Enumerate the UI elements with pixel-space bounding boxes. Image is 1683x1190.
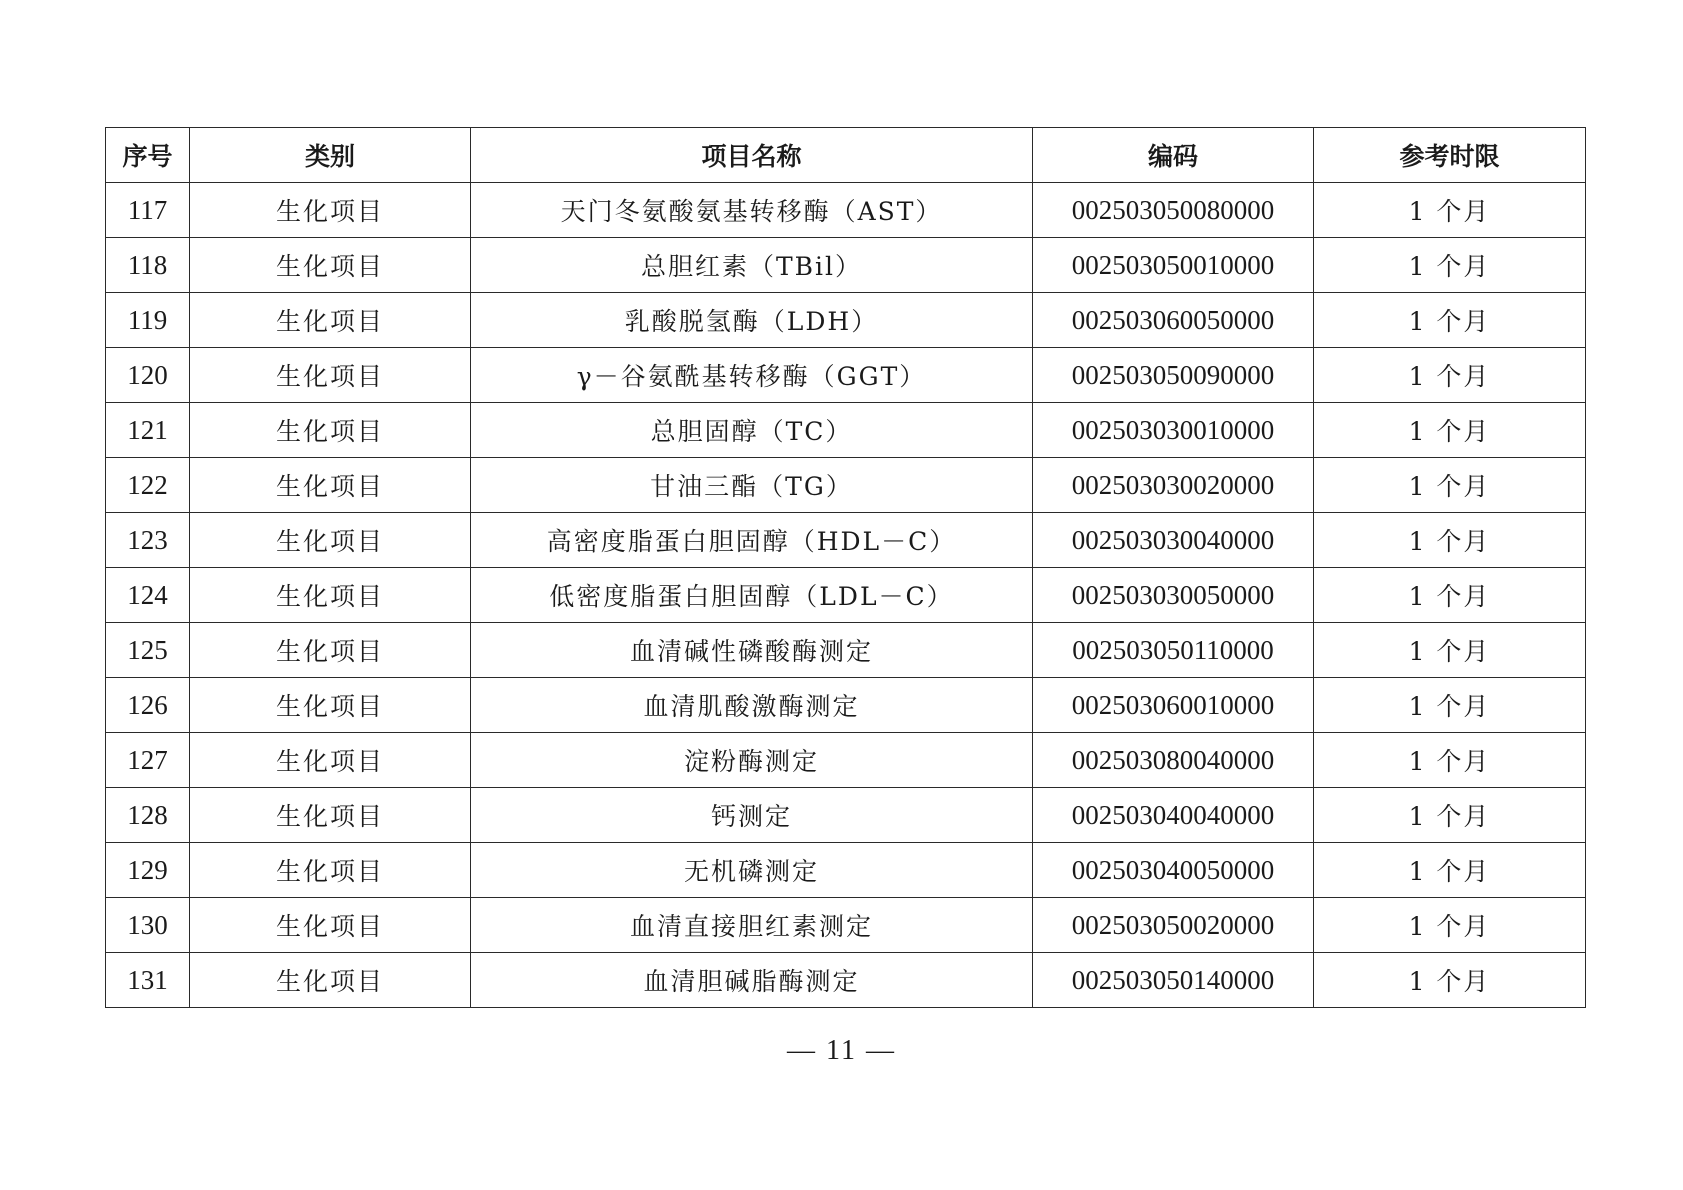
header-code: 编码	[1033, 128, 1314, 183]
row-category: 生化项目	[190, 458, 471, 513]
row-code: 002503030020000	[1033, 458, 1314, 513]
lab-items-table	[105, 127, 1586, 1008]
row-category: 生化项目	[190, 733, 471, 788]
table-row	[106, 788, 1586, 843]
row-reference-period: 1 个月	[1314, 678, 1586, 733]
row-category: 生化项目	[190, 623, 471, 678]
row-reference-period: 1 个月	[1314, 898, 1586, 953]
table-row	[106, 183, 1586, 238]
row-code: 002503030040000	[1033, 513, 1314, 568]
row-seq: 121	[106, 403, 190, 458]
row-item-name: 天门冬氨酸氨基转移酶（AST）	[471, 183, 1033, 238]
row-seq: 123	[106, 513, 190, 568]
row-reference-period: 1 个月	[1314, 953, 1586, 1008]
row-code: 002503050080000	[1033, 183, 1314, 238]
row-item-name: 血清肌酸激酶测定	[471, 678, 1033, 733]
row-seq: 124	[106, 568, 190, 623]
row-code: 002503040050000	[1033, 843, 1314, 898]
row-category: 生化项目	[190, 238, 471, 293]
row-reference-period: 1 个月	[1314, 843, 1586, 898]
row-item-name: 无机磷测定	[471, 843, 1033, 898]
header-name: 项目名称	[471, 128, 1033, 183]
row-item-name: 钙测定	[471, 788, 1033, 843]
table-row	[106, 898, 1586, 953]
table-header-row	[106, 128, 1586, 183]
row-reference-period: 1 个月	[1314, 513, 1586, 568]
row-item-name: γ－谷氨酰基转移酶（GGT）	[471, 348, 1033, 403]
table-row	[106, 678, 1586, 733]
row-seq: 128	[106, 788, 190, 843]
row-item-name: 总胆固醇（TC）	[471, 403, 1033, 458]
row-seq: 127	[106, 733, 190, 788]
row-code: 002503080040000	[1033, 733, 1314, 788]
row-reference-period: 1 个月	[1314, 788, 1586, 843]
table-row	[106, 953, 1586, 1008]
row-reference-period: 1 个月	[1314, 293, 1586, 348]
row-item-name: 血清直接胆红素测定	[471, 898, 1033, 953]
row-reference-period: 1 个月	[1314, 238, 1586, 293]
row-code: 002503050140000	[1033, 953, 1314, 1008]
header-category: 类别	[190, 128, 471, 183]
row-seq: 118	[106, 238, 190, 293]
row-item-name: 低密度脂蛋白胆固醇（LDL－C）	[471, 568, 1033, 623]
row-category: 生化项目	[190, 348, 471, 403]
row-category: 生化项目	[190, 568, 471, 623]
row-reference-period: 1 个月	[1314, 348, 1586, 403]
table-row	[106, 348, 1586, 403]
row-item-name: 血清碱性磷酸酶测定	[471, 623, 1033, 678]
row-reference-period: 1 个月	[1314, 623, 1586, 678]
table-row	[106, 623, 1586, 678]
row-seq: 129	[106, 843, 190, 898]
row-item-name: 甘油三酯（TG）	[471, 458, 1033, 513]
table-row	[106, 403, 1586, 458]
table-row	[106, 293, 1586, 348]
row-code: 002503050020000	[1033, 898, 1314, 953]
row-category: 生化项目	[190, 403, 471, 458]
row-code: 002503050010000	[1033, 238, 1314, 293]
row-code: 002503030010000	[1033, 403, 1314, 458]
row-code: 002503060010000	[1033, 678, 1314, 733]
row-item-name: 高密度脂蛋白胆固醇（HDL－C）	[471, 513, 1033, 568]
row-seq: 120	[106, 348, 190, 403]
row-seq: 117	[106, 183, 190, 238]
row-reference-period: 1 个月	[1314, 458, 1586, 513]
row-category: 生化项目	[190, 788, 471, 843]
row-seq: 125	[106, 623, 190, 678]
page-number: — 11 —	[787, 1035, 896, 1066]
row-seq: 130	[106, 898, 190, 953]
table-row	[106, 238, 1586, 293]
row-category: 生化项目	[190, 953, 471, 1008]
table-row	[106, 568, 1586, 623]
row-reference-period: 1 个月	[1314, 568, 1586, 623]
row-code: 002503050110000	[1033, 623, 1314, 678]
row-item-name: 血清胆碱脂酶测定	[471, 953, 1033, 1008]
row-category: 生化项目	[190, 843, 471, 898]
row-item-name: 淀粉酶测定	[471, 733, 1033, 788]
row-category: 生化项目	[190, 293, 471, 348]
row-seq: 126	[106, 678, 190, 733]
row-seq: 131	[106, 953, 190, 1008]
table-body	[106, 183, 1586, 1008]
row-code: 002503060050000	[1033, 293, 1314, 348]
row-category: 生化项目	[190, 898, 471, 953]
table-row	[106, 458, 1586, 513]
table-row	[106, 843, 1586, 898]
header-period: 参考时限	[1314, 128, 1586, 183]
table-row	[106, 733, 1586, 788]
header-seq: 序号	[106, 128, 190, 183]
row-code: 002503030050000	[1033, 568, 1314, 623]
row-category: 生化项目	[190, 678, 471, 733]
row-item-name: 总胆红素（TBil）	[471, 238, 1033, 293]
row-seq: 122	[106, 458, 190, 513]
row-code: 002503040040000	[1033, 788, 1314, 843]
row-reference-period: 1 个月	[1314, 403, 1586, 458]
row-item-name: 乳酸脱氢酶（LDH）	[471, 293, 1033, 348]
row-reference-period: 1 个月	[1314, 733, 1586, 788]
row-category: 生化项目	[190, 183, 471, 238]
table-row	[106, 513, 1586, 568]
row-code: 002503050090000	[1033, 348, 1314, 403]
row-category: 生化项目	[190, 513, 471, 568]
row-reference-period: 1 个月	[1314, 183, 1586, 238]
row-seq: 119	[106, 293, 190, 348]
